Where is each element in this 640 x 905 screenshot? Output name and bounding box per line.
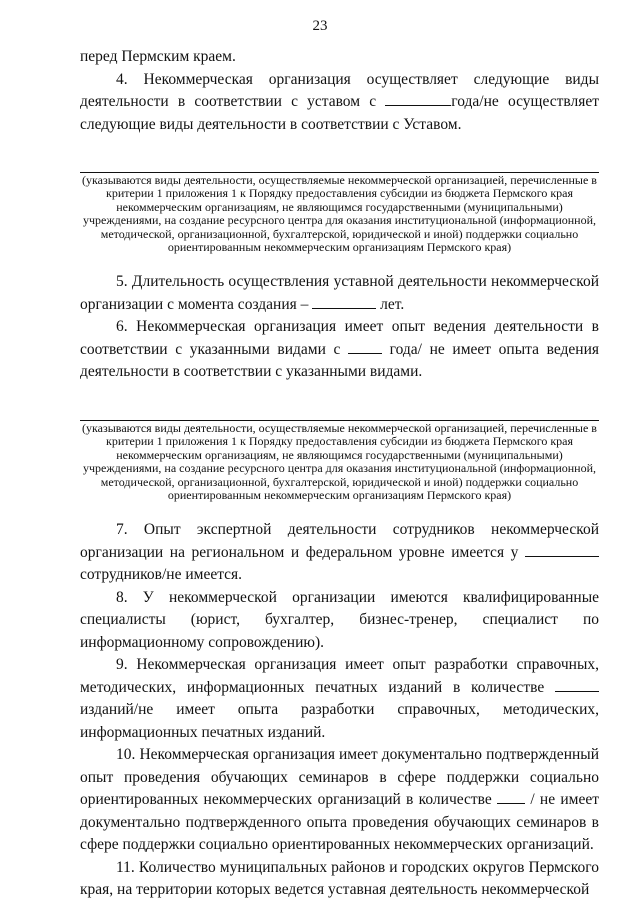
page-number: 23: [312, 18, 328, 34]
item-11: 11. Количество муниципальных районов и городских округов Пермского края, на территории которых ведется уставная деятельность некоммерческой: [80, 858, 599, 899]
item-5-years-blank: [312, 294, 376, 309]
item-4-text-before: 4. Некоммерческая организация осуществляет следующие виды деятельности в соответствии с уставом с: [80, 70, 599, 110]
note-1: (указываются виды деятельности, осуществляемые некоммерческой организацией, перечисленные в критерии 1 приложения 1 к Порядку предоставления субсидии из бюджета Пермского края некоммерческим организациям, не являющимся государственными (муниципальными) учреждениями, на создание ресурсного центра для оказания институциональной (информационной, методической, организационной, бухгалтерской, юридической и иной) поддержки социально ориентированным некоммерческим организациям Пермского края): [82, 173, 597, 255]
item-6-year-blank: [348, 339, 382, 354]
item-6-text-before: 6. Некоммерческая организация имеет опыт ведения деятельности в соответствии с указанными видами с: [80, 318, 599, 358]
item-4-year-blank: [385, 91, 451, 106]
item-6: [80, 316, 599, 384]
item-5-text-before: 5. Длительность осуществления уставной деятельности некоммерческой организации с момента создания –: [80, 273, 599, 313]
item-10-text-after: / не имеет документально подтвержденного опыта проведения обучающих семинаров в сфере поддержки социально ориентированных некоммерческих организаций.: [80, 791, 599, 854]
item-10-text-before: 10. Некоммерческая организация имеет документально подтвержденный опыт проведения обучающих семинаров в сфере поддержки социально ориентированных некоммерческих организаций в количестве: [80, 746, 599, 809]
item-7: [80, 519, 599, 587]
item-9-text-after: изданий/не имеет опыта разработки справочных, методических, информационных печатных изданий.: [80, 701, 599, 741]
note-2: (указываются виды деятельности, осуществляемые некоммерческой организацией, перечисленные в критерии 1 приложения 1 к Порядку предоставления субсидии из бюджета Пермского края некоммерческим организациям, не являющимся государственными (муниципальными) учреждениями, на создание ресурсного центра для оказания институциональной (информационной, методической, организационной, бухгалтерской, юридической и иной) поддержки социально ориентированным некоммерческим организациям Пермского края): [82, 420, 597, 502]
item-10: [80, 744, 599, 857]
item-9-count-blank: [555, 677, 599, 692]
item-9: [80, 654, 599, 744]
item-4: [80, 69, 599, 137]
item-6-text-after: года/ не имеет опыта ведения деятельности в соответствии с указанными видами.: [80, 340, 599, 381]
item-7-text-after: сотрудников/не имеется.: [80, 566, 243, 584]
item-9-text-before: 9. Некоммерческая организация имеет опыт разработки справочных, методических, информационных печатных изданий в количестве: [80, 656, 599, 696]
item-10-count-blank: [497, 789, 525, 804]
item-7-count-blank: [525, 542, 599, 557]
item-5: [80, 271, 599, 316]
item-7-text-before: 7. Опыт экспертной деятельности сотрудников некоммерческой организации на региональном и федеральном уровне имеется у: [80, 521, 599, 561]
item-8: 8. У некоммерческой организации имеются квалифицированные специалисты (юрист, бухгалтер, бизнес-тренер, специалист по информационному сопровождению).: [80, 588, 599, 651]
document-body: [80, 46, 599, 902]
item-4-text-after: года/не осуществляет следующие виды деятельности в соответствии с Уставом.: [80, 93, 599, 133]
item-5-text-after: лет.: [376, 295, 405, 313]
intro-line: перед Пермским краем.: [80, 48, 236, 65]
